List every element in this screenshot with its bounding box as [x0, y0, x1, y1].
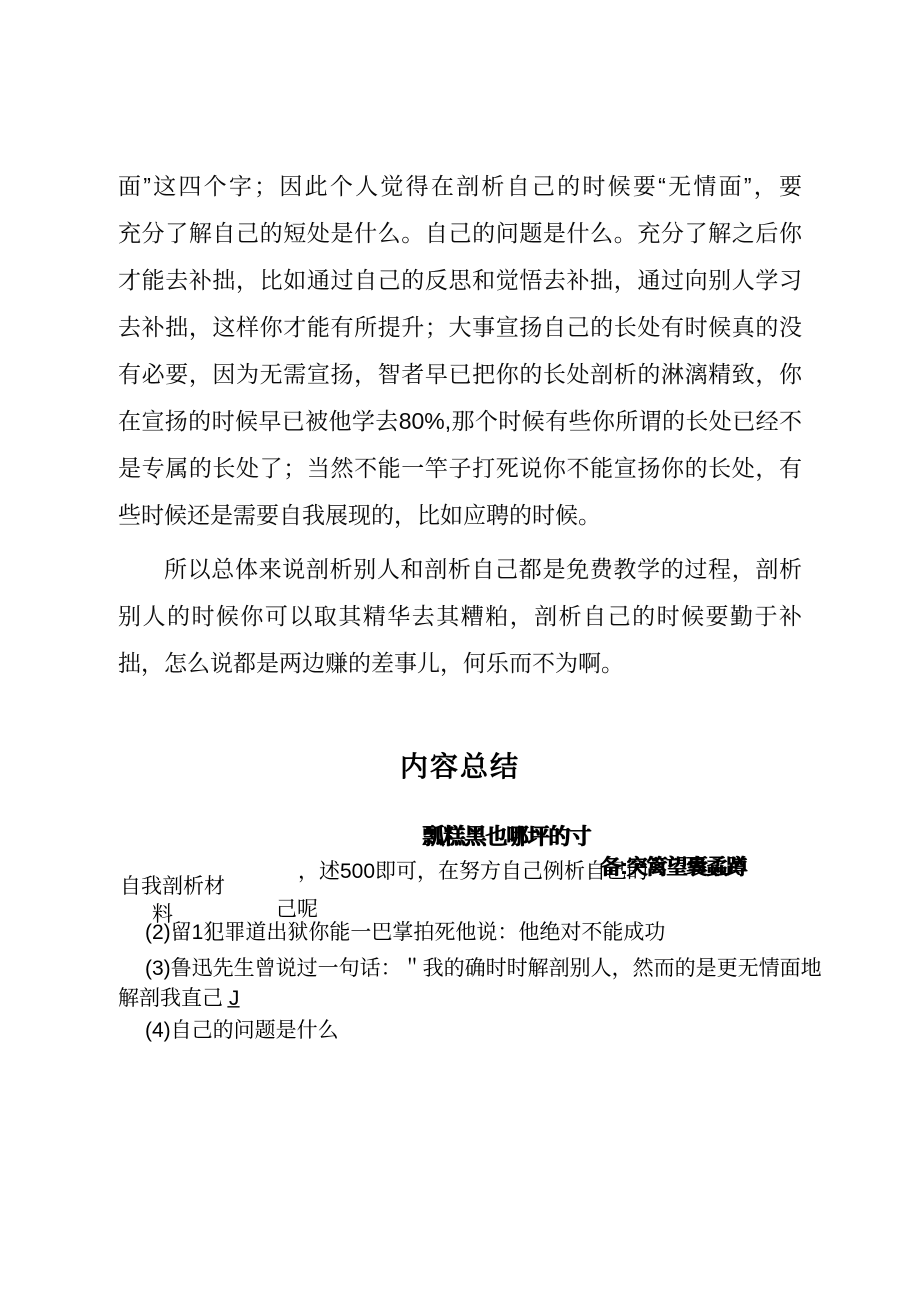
text-line: 有必要，因为无需宣扬，智者早已把你的长处剖析的淋漓精致，你: [118, 361, 802, 387]
summary-left-label: 自我剖析材: [120, 875, 225, 898]
summary-heading: 内容总结: [399, 751, 520, 782]
paragraph-1: [118, 163, 802, 539]
summary-garbled-line-2-right: 备:突篱望囊蟊蹲: [600, 856, 746, 879]
summary-left-label-2: 料: [152, 903, 173, 926]
summary-item-3-continued: 解剖我直己 J̲: [118, 987, 240, 1010]
text-line: 去补拙，这样你才能有所提升；大事宣扬自己的长处有时候真的没: [118, 314, 802, 340]
summary-item-2: (2)留1犯罪道出狱你能一巴掌拍死他说：他绝对不能成功: [145, 921, 666, 944]
text-line: 所以总体来说剖析别人和剖析自己都是免费教学的过程，剖析: [164, 556, 802, 582]
text-line: 别人的时候你可以取其精华去其糟粕，剖析自己的时候要勤于补: [118, 603, 802, 629]
summary-item-3: (3)鲁迅先生曾说过一句话：＂我的确时时解剖别人，然而的是更无情面地: [145, 957, 822, 980]
summary-garbled-line-2: ，述500即可，在努方自己例析自己的: [298, 860, 649, 883]
text-line: 在宣扬的时候早已被他学去80%,那个时候有些你所谓的长处已经不: [118, 408, 802, 434]
paragraph-2: [118, 546, 802, 687]
text-line: 拙，怎么说都是两边赚的差事儿，何乐而不为啊。: [118, 650, 624, 676]
summary-overlap-text: 己呢: [276, 898, 318, 921]
text-line: 是专属的长处了；当然不能一竿子打死说你不能宣扬你的长处，有: [118, 455, 802, 481]
summary-item-4: (4)自己的问题是什么: [145, 1019, 339, 1042]
text-line: 面”这四个字；因此个人觉得在剖析自己的时候要“无情面”，要: [118, 173, 802, 199]
summary-garbled-line-1: 瓢糕黑也哪坪的寸: [422, 824, 591, 849]
text-line: 些时候还是需要自我展现的，比如应聘的时候。: [118, 502, 601, 528]
text-line: 充分了解自己的短处是什么。自己的问题是什么。充分了解之后你: [118, 220, 802, 246]
text-line: 才能去补拙，比如通过自己的反思和觉悟去补拙，通过向别人学习: [118, 267, 802, 293]
